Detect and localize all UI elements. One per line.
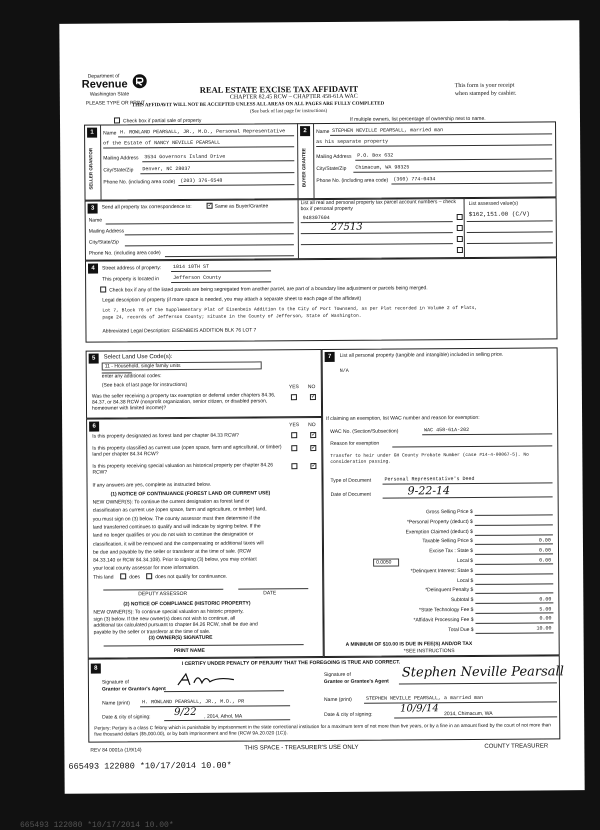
parcel-2-handwritten[interactable]: 27513 (330, 221, 363, 233)
tax-row-value[interactable]: 0.00 (539, 615, 552, 622)
seller-city[interactable]: Denver, NC 28037 (142, 165, 191, 173)
tax-row-label: Gross Selling Price $ (426, 508, 473, 516)
please-type: PLEASE TYPE OR PRINT (85, 100, 145, 107)
located-label: This property is located in (102, 276, 160, 283)
treasurer-stamp: 665493 122080 *10/17/2014 10.00* (68, 760, 232, 772)
local-rate[interactable]: 0.0050 (373, 558, 399, 566)
grantee-signature[interactable]: Stephen Neville Pearsall (401, 664, 564, 681)
buyer-name-label: Name (316, 128, 330, 136)
s3-phone-label: Phone No. (including area code) (88, 250, 161, 257)
section-7-number: 7 (325, 352, 335, 362)
historic-yes-checkbox[interactable] (291, 463, 297, 469)
historic-question: Is this property receiving special valuation as historical property per chapter 84.26 RCW? (92, 462, 274, 476)
notice-1-line: land transferred continues to qualify and will indicate by signing below. If the (92, 523, 261, 531)
legal-line-1[interactable]: Lot 7, Block 76 of the Supplementary Plat of Eisenbeis Addition to the City of Port Townsend, as per Plat recorded in Volume 2 of Plats, (102, 305, 478, 314)
perjury-notice: Perjury: Perjury is a class C felony which is punishable by imprisonment in the state correctional institution for a maximum term of not more than five years, or by a fine in an amount fixed by the court of not more than five thousand dollars ($5,000.00), or by both imprisonment and fine (RCW 9A.20.020 (1C)). (94, 723, 551, 738)
notice-2-line: additional tax calculated pursuant to chapter 84.26 RCW, shall be due and (93, 621, 258, 629)
grantee-date[interactable]: 10/9/14 (400, 703, 439, 715)
list-personal-label: List all personal property (tangible and intangible) included in selling price. (339, 351, 504, 359)
grantor-date-label: Date & city of signing: (102, 714, 151, 721)
notice-2-title: (2) NOTICE OF COMPLIANCE (HISTORIC PROPERTY) (123, 600, 251, 608)
seller-city-label: City/State/Zip (103, 167, 134, 174)
if-yes-note: If any answers are yes, complete as instructed below. (92, 481, 211, 489)
tax-row-label: Total Due $ (448, 626, 474, 633)
seller-phone[interactable]: (203) 376-6548 (180, 177, 223, 184)
dept-line: Department of (87, 73, 120, 80)
buyer-address[interactable]: P.O. Box 632 (357, 152, 394, 159)
tax-row-label: *Affidavit Processing Fee $ (413, 616, 474, 624)
date-doc-value[interactable]: 9-22-14 (407, 484, 451, 498)
type-doc-value[interactable]: Personal Representative's Deed (384, 475, 475, 483)
parcel-2-checkbox[interactable] (457, 225, 463, 231)
reason-label: Reason for exemption (330, 440, 380, 447)
deputy-assessor-label: DEPUTY ASSESSOR (138, 590, 188, 598)
tax-row-value[interactable]: 0.00 (539, 596, 552, 603)
exemption-yes-checkbox[interactable] (291, 394, 297, 400)
grantee-name[interactable]: STEPHEN NEVILLE PEARSALL, a married man (366, 694, 484, 702)
same-as-buyer-label: Same as Buyer/Grantee (214, 203, 269, 210)
grantee-city: 2014, Chimacum, WA (444, 710, 493, 718)
seller-side-label: SELLER GRANTOR (88, 147, 94, 190)
wac-label: WAC No. (Section/Subsection) (330, 428, 399, 435)
land-use-label: Select Land Use Code(s): (103, 354, 173, 361)
s6-no: NO (308, 422, 316, 429)
parcel-4-checkbox[interactable] (457, 247, 463, 253)
boundary-label: Check box if any of the listed parcels are being segregated from another parcel, are part of a boundary line adjustment or parcels being merged. (109, 285, 428, 294)
acceptance-notice: THIS AFFIDAVIT WILL NOT BE ACCEPTED UNLESS ALL AREAS ON ALL PAGES ARE FULLY COMPLETED (131, 101, 385, 109)
tax-row-value[interactable]: 0.00 (539, 556, 552, 563)
tax-row-label: *Delinquent Penalty $ (425, 587, 474, 594)
abbrev-legal[interactable]: Abbreviated Legal Description: EISENBEIS ADDITION BLK 76 LOT 7 (102, 327, 257, 335)
parcel-1-checkbox[interactable] (457, 214, 463, 220)
buyer-address-label: Mailing Address (316, 153, 352, 161)
notice-2-line: payable by the seller or transferor at the time of sale. (93, 628, 211, 636)
receipt-note-1: This form is your receipt (454, 82, 515, 90)
buyer-phone[interactable]: (360) 774-0434 (393, 176, 436, 183)
legal-label: Legal description of property (if more space is needed, you may attach a separate sheet to each page of the affidavit) (102, 295, 362, 304)
tax-row-label: *Personal Property (deduct) $ (406, 518, 473, 526)
notice-1-line: NEW OWNER(S): To continue the current designation as forest land or (92, 498, 250, 506)
tax-row-label: Exemption Claimed (deduct) $ (405, 528, 473, 536)
does-not-checkbox[interactable] (146, 573, 152, 579)
parcel-header: List all real and personal property tax parcel account numbers – check box if personal property (300, 199, 456, 213)
notice-2-line: sign (3) below. If the new owner(s) does not wish to continue, all (93, 615, 236, 623)
additional-codes-label: enter any additional codes: (101, 373, 162, 380)
grantee-agent-label: Grantee or Grantee's Agent (323, 678, 389, 685)
s3-city-label: City/State/Zip (88, 239, 119, 246)
notice-1-line: classification, it will be removed and the compensating or additional taxes will (92, 539, 264, 548)
state-line: Washington State (89, 91, 130, 98)
chapter-line: CHAPTER 82.45 RCW – CHAPTER 458-61A WAC (229, 93, 358, 101)
s5-no: NO (307, 384, 316, 391)
assessed-1[interactable]: $162,151.00 (C/V) (468, 210, 530, 218)
grantor-date[interactable]: 9/22 (174, 706, 197, 719)
tax-row-value[interactable]: 0.00 (538, 547, 552, 554)
section-5-number: 5 (89, 354, 99, 364)
this-land-label: This land (93, 574, 114, 581)
buyer-name[interactable]: STEPHEN NEVILLE PEARSALL, married man (332, 127, 444, 134)
logo-text: Revenue (81, 78, 128, 91)
partial-sale-checkbox[interactable] (114, 117, 120, 123)
current-use-question: Is this property classified as current use (open space, farm and agricultural, or timber) land per chapter 84.34 RCW? (92, 444, 282, 458)
tax-row-label: Taxable Selling Price $ (422, 538, 473, 545)
send-correspondence-label: Send all property tax correspondence to: (101, 203, 192, 211)
s5-yes: YES (288, 384, 299, 391)
buyer-phone-label: Phone No. (including area code) (316, 177, 389, 185)
parcel-1[interactable]: 948307604 (302, 214, 330, 222)
see-back-note: (See back of last page for instructions) (249, 108, 328, 115)
seller-name[interactable]: H. ROWLAND PEARSALL, JR., M.D., Personal Representative (120, 128, 286, 136)
exemption-question: Was the seller receiving a property tax exemption or deferral under chapters 84.36, 84.37, or 84.38 RCW (nonprofit organization, senior citizen, or disabled person, homeowner with limited income)? (91, 392, 276, 412)
tax-row-label: Local $ (456, 557, 474, 565)
grantor-sig-label: Signature of (101, 679, 129, 686)
county-treasurer: COUNTY TREASURER (484, 743, 549, 750)
does-label: does (129, 574, 141, 581)
notice-1-line: your local county assessor for more information. (93, 565, 200, 572)
deputy-date-label: DATE (263, 590, 277, 597)
grantor-signature[interactable] (174, 671, 244, 689)
seller-phone-label: Phone No. (including area code) (103, 179, 176, 186)
tax-row-value[interactable]: 5.00 (539, 605, 552, 612)
tax-row-value[interactable]: 0.00 (538, 537, 551, 544)
boundary-checkbox[interactable] (100, 287, 106, 293)
s3-mailing-label: Mailing Address (88, 228, 125, 235)
notice-1-title: (1) NOTICE OF CONTINUANCE (FOREST LAND OR CURRENT USE) (110, 490, 271, 498)
tax-row-value[interactable]: 10.00 (536, 625, 552, 632)
s5-see-back: (See back of last page for instructions) (101, 381, 188, 389)
notice-1-line: 84.33.140 or RCW 84.34.108). Prior to signing (3) below, you may contact (93, 556, 257, 564)
grantor-name-label: Name (print) (102, 700, 130, 707)
legal-line-2[interactable]: page 24, records of Jefferson County; situate in the County of Jefferson, State of Washington. (102, 313, 362, 321)
buyer-city-label: City/State/Zip (316, 165, 347, 173)
section-8-number: 8 (91, 664, 101, 674)
form-title: REAL ESTATE EXCISE TAX AFFIDAVIT (199, 83, 359, 95)
parcel-3-checkbox[interactable] (457, 236, 463, 242)
wac-value[interactable]: WAC 458-61A-202 (424, 426, 470, 434)
seller-address[interactable]: 3534 Governors Island Drive (144, 153, 226, 161)
tax-row-label: *State Technology Fee $ (419, 606, 474, 614)
notice-1-line: land no longer qualifies or you do not wish to continue the designation or (92, 531, 254, 539)
receipt-note-2: when stamped by cashier. (454, 90, 517, 98)
assessed-header: List assessed value(s) (468, 200, 519, 207)
tax-row-label: *Delinquent Interest: State $ (410, 567, 474, 575)
seller-name-label: Name (103, 130, 117, 137)
section-6-number: 6 (89, 422, 99, 432)
street-label: Street address of property: (102, 265, 162, 272)
stamp-bleed: 665493 122080 *10/17/2014 10.00* (20, 821, 174, 830)
forest-yes-checkbox[interactable] (291, 432, 297, 438)
current-use-no-checkbox[interactable]: ✓ (311, 445, 317, 452)
historic-no-checkbox[interactable]: ✓ (311, 463, 317, 470)
multiple-owners-note: If multiple owners, list percentage of ownership next to name. (349, 115, 486, 123)
forest-question: Is this property designated as forest land per chapter 84.33 RCW? (92, 432, 239, 440)
grantee-date-label: Date & city of signing: (324, 711, 373, 718)
see-instructions: *SEE INSTRUCTIONS (403, 648, 455, 655)
tax-row-label: Local $ (457, 577, 474, 584)
treasurer-space: THIS SPACE - TREASURER'S USE ONLY (244, 744, 359, 752)
minimum-note: A MINIMUM OF $10.00 IS DUE IN FEE(S) AND/OR TAX (345, 640, 473, 648)
personal-na[interactable]: N/A (339, 367, 349, 374)
buyer-side-label: BUYER GRANTEE (301, 147, 307, 187)
section-4-number: 4 (88, 264, 98, 274)
s6-yes: YES (289, 422, 300, 429)
same-as-buyer-checkbox[interactable]: ✓ (207, 202, 213, 209)
current-use-yes-checkbox[interactable] (291, 445, 297, 451)
grantor-city: , 2014, Athol, MA (204, 713, 243, 720)
forest-no-checkbox[interactable]: ✓ (311, 432, 317, 439)
revenue-logo-icon (132, 73, 148, 89)
section-3-number: 3 (88, 204, 98, 214)
grantee-sig-label: Signature of (323, 671, 351, 678)
certify-statement: I CERTIFY UNDER PENALTY OF PERJURY THAT THE FOREGOING IS TRUE AND CORRECT. (181, 659, 401, 667)
does-not-label: does not qualify for continuance. (155, 573, 228, 581)
affidavit-page (59, 20, 584, 794)
notice-2-line: NEW OWNER(S): To continue special valuation as historic property, (93, 608, 244, 616)
grantee-name-label: Name (print) (324, 696, 352, 703)
buyer-name-2[interactable]: as his separate property (316, 138, 389, 146)
rev-number: REV 84 0001a (1/9/14) (90, 747, 142, 754)
tax-row-label: Excise Tax : State $ (429, 548, 474, 555)
notice-1-line: be due and payable by the seller or transferor at the time of sale. (RCW (92, 548, 252, 556)
exemption-no-checkbox[interactable]: ✓ (310, 394, 316, 401)
notice-1-line: you must sign on (3) below. The county assessor must then determine if the (92, 515, 261, 523)
owner-signature-label: (3) OWNER(S) SIGNATURE (148, 634, 213, 642)
partial-sale-label: Check box if partial sale of property (122, 117, 202, 125)
land-use-select[interactable]: 11 - Household, single family units (102, 361, 262, 370)
county-value[interactable]: Jefferson County (173, 274, 222, 282)
seller-address-label: Mailing Address (103, 155, 139, 162)
type-doc-label: Type of Document (330, 477, 372, 484)
tax-row-label: Subtotal $ (450, 597, 474, 604)
reason-value[interactable]: Transfer to heir under GH County Probate Number (case #14-4-00067-5). No consideration passing. (330, 452, 529, 465)
claiming-label: If claiming an exemption, list WAC number and reason for exemption: (326, 414, 480, 422)
s3-name-label: Name (88, 217, 103, 224)
does-checkbox[interactable] (120, 573, 126, 579)
notice-1-line: classification as current use (open space, farm and agriculture, or timber) land, (92, 506, 267, 514)
grantor-agent-label: Grantor or Grantor's Agent (101, 686, 166, 693)
date-doc-label: Date of Document (330, 491, 371, 498)
print-name-label: PRINT NAME (173, 647, 205, 655)
section-1-number: 1 (87, 128, 97, 138)
section-2-number: 2 (300, 126, 310, 136)
buyer-city[interactable]: Chimacum, WA 98325 (355, 164, 410, 171)
grantor-name[interactable]: H. ROWLAND PEARSALL, JR., M.D., PR (142, 698, 245, 706)
seller-name-2[interactable]: of the Estate of NANCY NEVILLE PEARSALL (103, 139, 221, 147)
street-address[interactable]: 1014 10TH ST (172, 263, 210, 271)
